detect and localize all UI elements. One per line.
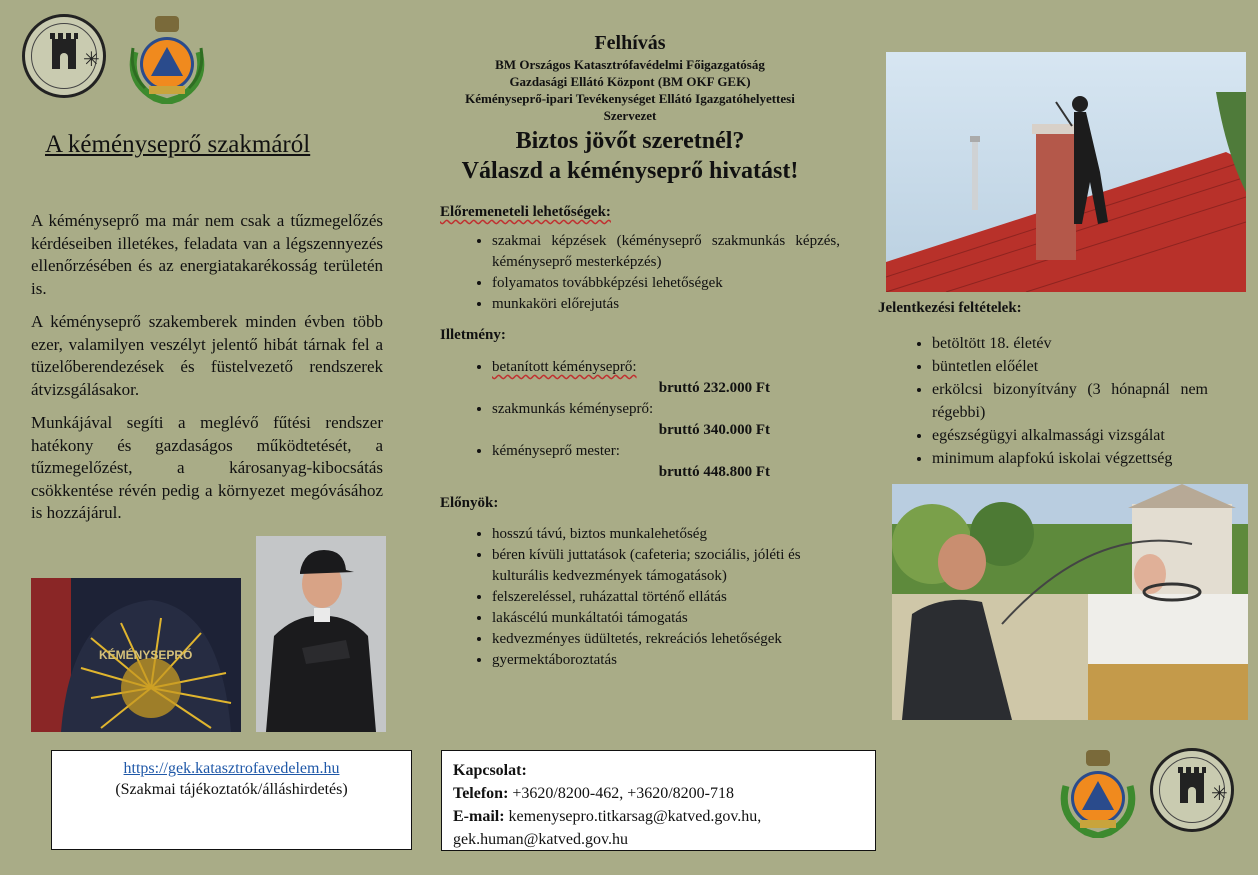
advancement-item: • szakmai képzések (kéményseprő szakmunkás képzés, kéményseprő mesterképzés): [492, 231, 840, 273]
advancement-list: [440, 231, 840, 315]
contact-box: [441, 750, 876, 851]
requirement-item: • egészségügyi alkalmassági vizsgálat: [932, 424, 1208, 447]
okf-gek-logo-bottom: [1150, 748, 1234, 832]
advancement-item: • folyamatos továbbképzési lehetőségek: [492, 273, 840, 294]
requirement-item: • büntetlen előélet: [932, 355, 1208, 378]
chimney-sweep-portrait-photo: [256, 536, 386, 732]
requirement-item: • erkölcsi bizonyítvány (3 hónapnál nem régebbi): [932, 378, 1208, 424]
email-value-2[interactable]: gek.human@katved.gov.hu: [453, 831, 628, 848]
sparkle-icon: ✳: [1211, 783, 1228, 805]
salary-role: kéményseprő mester:: [492, 443, 620, 459]
email-label: E-mail:: [453, 808, 505, 825]
org-line-1: BM Országos Katasztrófavédelmi Főigazgatóság: [495, 57, 765, 72]
left-title: A kéményseprő szakmáról: [45, 131, 311, 158]
phone-line: [453, 782, 875, 805]
jacket-label: KÉMÉNYSEPRŐ: [99, 648, 193, 662]
slogan-2: Válaszd a kéményseprő hivatást!: [461, 158, 799, 184]
salary-item: [492, 399, 840, 441]
benefit-item: • gyermektáboroztatás: [492, 650, 840, 671]
chimney-sweep-jacket-photo: [31, 578, 241, 732]
benefit-item: • kedvezményes üdültetés, rekreációs lehetőségek: [492, 629, 840, 650]
phone-value: +3620/8200-462, +3620/8200-718: [508, 785, 734, 802]
requirements-list: [880, 332, 1208, 470]
email-line: [453, 805, 875, 828]
slogan-1: Biztos jövőt szeretnél?: [515, 128, 745, 154]
salary-item: [492, 441, 840, 483]
website-link[interactable]: https://gek.katasztrofavedelem.hu: [123, 760, 340, 777]
salary-item: [492, 357, 840, 399]
advancement-item: • munkaköri előrejutás: [492, 294, 840, 315]
civil-protection-emblem-bottom: [1056, 746, 1140, 836]
salary-amount: bruttó 340.000 Ft: [658, 422, 770, 438]
requirement-item: • betöltött 18. életév: [932, 332, 1208, 355]
requirement-item: • minimum alapfokú iskolai végzettség: [932, 447, 1208, 470]
salary-amount: bruttó 448.800 Ft: [658, 464, 770, 480]
roof-chimney-photo: [886, 52, 1246, 292]
intro-paragraph-2: A kéményseprő szakemberek minden évben több ezer, valamilyen veszélyt jelentő hibát tárnak fel a tüzelőberendezések és füstelvezető rendszerek átvizsgálásakor.: [31, 312, 383, 399]
website-note: (Szakmai tájékoztatók/álláshirdetés): [115, 781, 348, 798]
org-line-2: Gazdasági Ellátó Központ (BM OKF GEK): [509, 74, 751, 89]
intro-paragraph-1: A kéményseprő ma már nem csak a tűzmegelőzés kérdéseiben illetékes, feladata van a légszennyezés ellenőrzésében és az energiatakarékosság területén is.: [31, 211, 383, 298]
benefits-title: Előnyök:: [440, 495, 499, 511]
benefit-item: • hosszú távú, biztos munkalehetőség: [492, 524, 840, 545]
requirements-title: Jelentkezési feltételek:: [878, 300, 1022, 316]
salary-title: Illetmény:: [440, 327, 506, 343]
advancement-title: Előremeneteli lehetőségek:: [440, 204, 611, 220]
org-line-4: Szervezet: [603, 108, 657, 123]
phone-label: Telefon:: [453, 785, 509, 802]
salary-role: betanított kéményseprő:: [492, 359, 637, 375]
website-box: [51, 750, 412, 850]
sparkle-icon: ✳: [83, 49, 100, 71]
civil-protection-emblem: [125, 12, 209, 102]
email-value[interactable]: kemenysepro.titkarsag@katved.gov.hu,: [504, 808, 762, 825]
intro-paragraph-3: Munkájával segíti a meglévő fűtési rendszer hatékony és gazdaságos működtetését, a tűzmegelőzést, a károsanyag-kibocsátás csökkentése révén pedig a környezet megóvásához is hozzájárul.: [31, 413, 383, 522]
salary-amount: bruttó 232.000 Ft: [658, 380, 770, 396]
felhivas-heading: Felhívás: [594, 32, 666, 54]
benefits-list: [440, 524, 840, 671]
salary-role: szakmunkás kéményseprő:: [492, 401, 654, 417]
chimney-inspection-photo: [892, 484, 1248, 720]
benefit-item: • béren kívüli juttatások (cafeteria; szociális, jóléti és kulturális kedvezmények támogatások): [492, 545, 840, 587]
contact-title: Kapcsolat:: [453, 762, 527, 779]
benefit-item: • felszereléssel, ruházattal történő ellátás: [492, 587, 840, 608]
okf-gek-logo: [22, 14, 106, 98]
org-line-3: Kéményseprő-ipari Tevékenységet Ellátó Igazgatóhelyettesi: [465, 91, 795, 106]
salary-list: [440, 357, 840, 483]
benefit-item: • lakáscélú munkáltatói támogatás: [492, 608, 840, 629]
